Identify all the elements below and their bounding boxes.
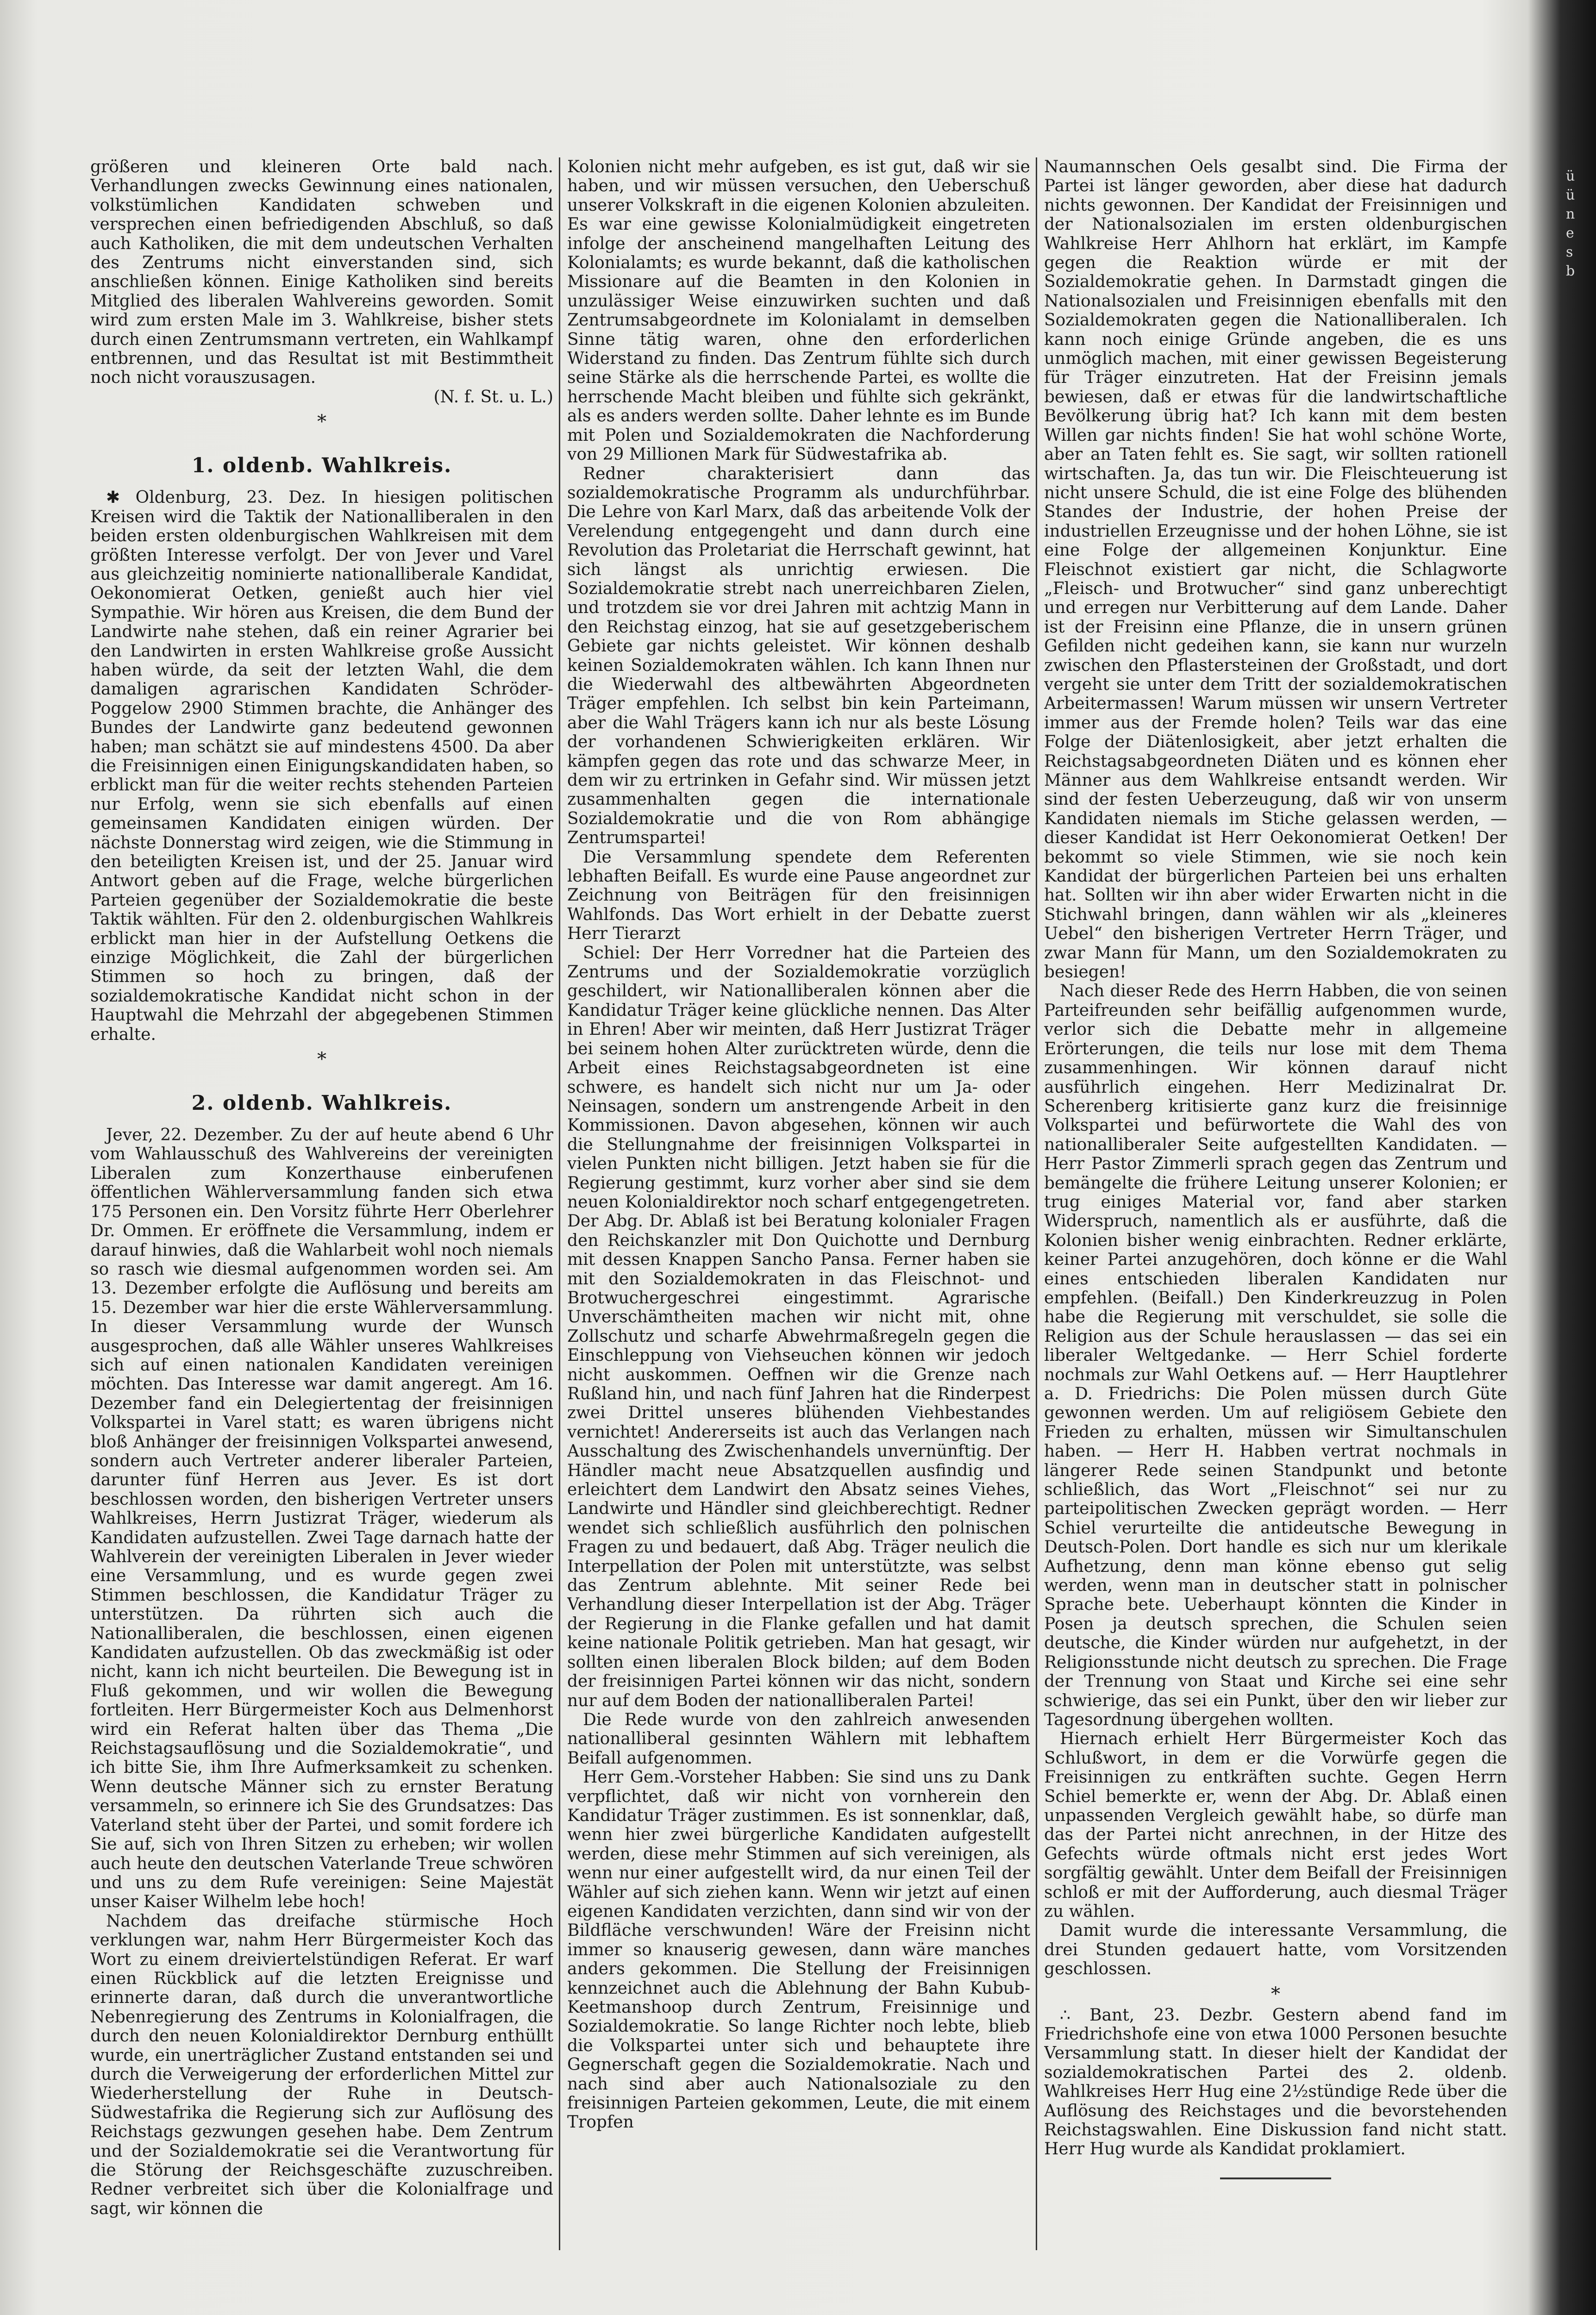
article-paragraph: ✱ Oldenburg, 23. Dez. In hiesigen politischen Kreisen wird die Taktik der Nationalliberalen in den beiden ersten oldenburgischen Wahlkreisen mit dem größten Interesse verfolgt. Der von Jever und Varel aus gleichzeitig nominierte nationalliberale Kandidat, Oekonomierat Oetken, genießt auch hier viel Sympathie. Wir hören aus Kreisen, die dem Bund der Landwirte nahe stehen, daß ein reiner Agrarier bei den Landwirten in ersten Wahlkreise große Aussicht haben würde, da seit der letzten Wahl, die dem damaligen agrarischen Kandidaten Schröder-Poggelow 2900 Stimmen brachte, die Anhänger des Bundes der Landwirte ganz bedeutend gewonnen haben; man schätzt sie auf mindestens 4500. Da aber die Freisinnigen einen Einigungskandidaten haben, so erblickt man für die weiter rechts stehenden Parteien nur Erfolg, wenn sie sich ebenfalls auf einen gemeinsamen Kandidaten einigen würden. Der nächste Donnerstag wird zeigen, wie die Stimmung in den beteiligten Kreisen ist, und der 25. Januar wird Antwort geben auf die Frage, welche bürgerlichen Parteien gegenüber der Sozialdemokratie die beste Taktik wählten. Für den 2. oldenburgischen Wahlkreis erblickt man hier in der Aufstellung Oetkens die einzige Möglichkeit, die Zahl der bürgerlichen Stimmen so hoch zu bringen, daß der sozialdemokratische Kandidat nicht schon in der Hauptwahl die Mehrzahl der abgegebenen Stimmen erhalte. — [90, 488, 553, 1044]
source-citation: (N. f. St. u. L.) — [433, 387, 553, 407]
article-paragraph: Hiernach erhielt Herr Bürgermeister Koch das Schlußwort, in dem er die Vorwürfe gegen die Freisinnigen zu entkräften suchte. Gegen Herrn Schiel bemerkte er, wenn der Abg. Dr. Ablaß einen unpassenden Vergleich gewählt habe, so dürfe man das der Partei nicht anrechnen, in der Hitze des Gefechts würde oftmals nicht erst jedes Wort sorgfältig gewählt. Unter dem Beifall der Freisinnigen schloß er mit der Aufforderung, auch diesmal Träger zu wählen. — [1044, 1729, 1507, 1921]
section-separator: * — [317, 411, 326, 433]
facing-page-edge — [1566, 167, 1594, 281]
article-paragraph: Herr Gem.-Vorsteher Habben: Sie sind uns zu Dank verpflichtet, daß wir nicht von vornherein den Kandidatur Träger zustimmen. Es ist sonnenklar, daß, wenn hier zwei bürgerliche Kandidaten aufgestellt werden, diese mehr Stimmen auf sich vereinigen, als wenn nur einer aufgestellt wird, da nur einen Teil der Wähler auf sich ziehen kann. Wenn wir jetzt auf einen eigenen Kandidaten verzichten, dann sind wir von der Bildfläche verschwunden! Wäre der Freisinn nicht immer so knauserig gewesen, dann wäre manches anders gekommen. Die Stellung der Freisinnigen kennzeichnet auch die Ablehnung der Bahn Kubub-Keetmanshoop durch Zentrum, Freisinnige und Sozialdemokratie. So lange Richter noch lebte, blieb die Volkspartei unter sich und behauptete ihre Gegnerschaft gegen die Sozialdemokratie. Nach und nach sind aber auch Nationalsoziale zu den freisinnigen Parteien gekommen, Leute, die mit einem Tropfen — [567, 1768, 1030, 2132]
article-paragraph: Jever, 22. Dezember. Zu der auf heute abend 6 Uhr vom Wahlausschuß des Wahlvereins der vereinigten Liberalen zum Konzerthause einberufenen öffentlichen Wählerversammlung fanden sich etwa 175 Personen ein. Den Vorsitz führte Herr Oberlehrer Dr. Ommen. Er eröffnete die Versammlung, indem er darauf hinwies, daß die Wahlarbeit wohl noch niemals so rasch wie diesmal aufgenommen worden sei. Am 13. Dezember erfolgte die Auflösung und bereits am 15. Dezember war hier die erste Wählerversammlung. In dieser Versammlung wurde der Wunsch ausgesprochen, daß alle Wähler unseres Wahlkreises sich auf einen nationalen Kandidaten vereinigen möchten. Das Interesse war damit angeregt. Am 16. Dezember fand ein Delegiertentag der freisinnigen Volkspartei in Varel statt; es waren übrigens nicht bloß Anhänger der freisinnigen Volkspartei anwesend, sondern auch Vertreter anderer liberaler Parteien, darunter fünf Herren aus Jever. Es ist dort beschlossen worden, den bisherigen Vertreter unsers Wahlkreises, Herrn Justizrat Träger, wiederum als Kandidaten aufzustellen. Zwei Tage darnach hatte der Wahlverein der vereinigten Liberalen in Jever wieder eine Versammlung, und es wurde gegen zwei Stimmen beschlossen, die Kandidatur Träger zu unterstützen. Da rührten sich auch die Nationalliberalen, die beschlossen, einen eigenen Kandidaten aufzustellen. Ob das zweckmäßig ist oder nicht, kann ich nicht beurteilen. Die Bewegung ist in Fluß gekommen, und wir wollen die Bewegung fortleiten. Herr Bürgermeister Koch aus Delmenhorst wird ein Referat halten über das Thema „Die Reichstagsauflösung und die Sozialdemokratie“, und ich bitte Sie, ihm Ihre Aufmerksamkeit zu schenken. Wenn deutsche Männer sich zu ernster Beratung versammeln, so erinnere ich Sie des Grundsatzes: Das Vaterland steht über der Partei, und somit fordere ich Sie auf, sich von Ihren Sitzen zu erheben; wir wollen auch heute den deutschen Vaterlande Treue schwören und uns zu dem Rufe vereinigen: Seine Majestät unser Kaiser Wilhelm lebe hoch! — [90, 1126, 553, 1912]
section-separator: * — [317, 1049, 326, 1070]
edge-fragment: b — [1566, 263, 1575, 279]
edge-fragment: e — [1566, 225, 1574, 241]
article-paragraph: Kolonien nicht mehr aufgeben, es ist gut, daß wir sie haben, und wir müssen versuchen, den Ueberschuß unserer Volkskraft in die eigenen Kolonien abzuleiten. Es war eine gewisse Kolonialmüdigkeit eingetreten infolge der anscheinend mangelhaften Leitung des Kolonialamts; es wurde bekannt, daß die katholischen Missionare auf die Beamten in den Kolonien in unzulässiger Weise einzuwirken suchten und daß Zentrumsabgeordnete im Kolonialamt in demselben Sinne tätig waren, ohne den erforderlichen Widerstand zu finden. Das Zentrum fühlte sich durch seine Stärke als die herrschende Partei, es wollte die herrschende Macht bleiben und fühlte sich gekränkt, als es anders werden sollte. Daher lehnte es im Bunde mit Polen und Sozialdemokraten die Nachforderung von 29 Millionen Mark für Südwestafrika ab. — [567, 157, 1030, 464]
article-paragraph: ∴ Bant, 23. Dezbr. Gestern abend fand im Friedrichshofe eine von etwa 1000 Personen besuchte Versammlung statt. In dieser hielt der Kandidat der sozialdemokratischen Partei des 2. oldenb. Wahlkreises Herr Hug eine 2½stündige Rede über die Auflösung des Reichstages und die bevorstehenden Reichstagswahlen. Eine Diskussion fand nicht statt. Herr Hug wurde als Kandidat proklamiert. — [1044, 2005, 1507, 2159]
section-separator: * — [1271, 1983, 1280, 2005]
section-heading: 2. oldenb. Wahlkreis. — [191, 1091, 452, 1115]
edge-fragment: s — [1566, 244, 1573, 260]
edge-fragment: ü — [1566, 187, 1575, 203]
article-paragraph: größeren und kleineren Orte bald nach. Verhandlungen zwecks Gewinnung eines nationalen, volkstümlichen Kandidaten schweben und versprechen einen befriedigenden Abschluß, so daß auch Katholiken, die mit dem undeutschen Verhalten des Zentrums nicht einverstanden sind, sich anschließen können. Einige Katholiken sind bereits Mitglied des liberalen Wahlvereins geworden. Somit wird zum ersten Male im 3. Wahlkreise, bisher stets durch einen Zentrumsmann vertreten, ein Wahlkampf entbrennen, und das Resultat ist mit Bestimmtheit noch nicht vorauszusagen. — [90, 157, 553, 388]
article-paragraph: Damit wurde die interessante Versammlung, die drei Stunden gedauert hatte, vom Vorsitzenden geschlossen. — [1044, 1921, 1507, 1979]
edge-fragment: ü — [1566, 168, 1575, 184]
article-paragraph: Schiel: Der Herr Vorredner hat die Parteien des Zentrums und der Sozialdemokratie vorzüglich geschildert, wir Nationalliberalen können aber die Kandidatur Träger keine glückliche nennen. Das Alter in Ehren! Aber wir meinten, daß Herr Justizrat Träger bei seinem hohen Alter zurücktreten würde, denn die Arbeit eines Reichstagsabgeordneten ist eine schwere, es handelt sich nicht nur um Ja- oder Neinsagen, sondern um anstrengende Arbeit in den Kommissionen. Davon abgesehen, können wir auch die Stellungnahme der freisinnigen Volkspartei in vielen Punkten nicht billigen. Jetzt haben sie für die Regierung gestimmt, kurz vorher aber sind sie dem neuen Kolonialdirektor noch scharf entgegengetreten. Der Abg. Dr. Ablaß ist bei Beratung kolonialer Fragen den Reichskanzler mit Don Quichotte und Dernburg mit dessen Knappen Sancho Pansa. Ferner haben sie mit den Sozialdemokraten in das Fleischnot- und Brotwuchergeschrei eingestimmt. Agrarische Unverschämtheiten machen wir nicht mit, ohne Zollschutz und scharfe Abwehrmaßregeln gegen die Einschleppung von Viehseuchen können wir jedoch nicht auskommen. Oeffnen wir die Grenze nach Rußland hin, und nach fünf Jahren hat die Rinderpest zwei Drittel unseres blühenden Viehbestandes vernichtet! Andererseits ist auch das Verlangen nach Ausschaltung des Zwischenhandels unvernünftig. Der Händler macht neue Absatzquellen ausfindig und erleichtert dem Landwirt den Absatz seines Viehes, Landwirte und Händler sind gleichberechtigt. Redner wendet sich schließlich ausführlich den polnischen Fragen zu und bedauert, daß Abg. Träger neulich die Interpellation der Polen mit unterstützte, was selbst das Zentrum ablehnte. Mit seiner Rede bei Verhandlung dieser Interpellation ist der Abg. Träger der Regierung in die Flanke gefallen und hat damit keine nationale Politik getrieben. Man hat gesagt, wir sollten einen liberalen Block bilden; auf dem Boden der freisinnigen Partei können wir das nicht, sondern nur auf dem Boden der nationalliberalen Partei! — [567, 943, 1030, 1710]
article-paragraph: Die Rede wurde von den zahlreich anwesenden nationalliberal gesinnten Wählern mit lebhaftem Beifall aufgenommen. — [567, 1710, 1030, 1768]
edge-fragment: n — [1566, 206, 1575, 222]
column-1 — [90, 157, 553, 2269]
article-paragraph: Die Versammlung spendete dem Referenten lebhaften Beifall. Es wurde eine Pause angeordnet zur Zeichnung von Beiträgen für den freisinnigen Wahlfonds. Das Wort erhielt in der Debatte zuerst Herr Tierarzt — [567, 847, 1030, 944]
column-3 — [1044, 157, 1507, 2269]
article-paragraph: Nachdem das dreifache stürmische Hoch verklungen war, nahm Herr Bürgermeister Koch das Wort zu einem dreiviertelstündigen Referat. Er warf einen Rückblick auf die letzten Ereignisse und erinnerte daran, daß durch die unverantwortliche Nebenregierung des Zentrums in Kolonialfragen, die durch den neuen Kolonialdirektor Dernburg enthüllt wurde, ein unerträglicher Zustand entstanden sei und durch die Verweigerung der erforderlichen Mittel zur Wiederherstellung der Ruhe in Deutsch-Südwestafrika die Regierung sich zur Auflösung des Reichstags gezwungen gesehen habe. Dem Zentrum und der Sozialdemokratie sei die Verantwortung für die Störung der Reichsgeschäfte zuzuschreiben. Redner verbreitet sich über die Kolonialfrage und sagt, wir können die — [90, 1911, 553, 2218]
column-2 — [567, 157, 1030, 2269]
end-rule — [1220, 2177, 1331, 2179]
newspaper-page — [44, 69, 1526, 2315]
column-divider — [559, 157, 560, 2250]
section-heading: 1. oldenb. Wahlkreis. — [191, 454, 452, 478]
article-paragraph: Redner charakterisiert dann das sozialdemokratische Programm als undurchführbar. Die Lehre von Karl Marx, daß das arbeitende Volk der Verelendung entgegengeht und dann durch eine Revolution das Proletariat die Herrschaft gewinnt, hat sich längst als unrichtig erwiesen. Die Sozialdemokratie strebt nach unerreichbaren Zielen, und trotzdem sie vor drei Jahren mit achtzig Mann in den Reichstag einzog, hat sie auf gesetzgeberischem Gebiete gar nichts geleistet. Wir können deshalb keinen Sozialdemokraten wählen. Ich kann Ihnen nur die Wiederwahl des altbewährten Abgeordneten Träger empfehlen. Ich selbst bin kein Parteimann, aber die Wahl Trägers kann ich nur als beste Lösung der vorhandenen Schwierigkeiten erklären. Wir kämpfen gegen das rote und das schwarze Meer, in dem wir zu ertrinken in Gefahr sind. Wir müssen jetzt zusammenhalten gegen die internationale Sozialdemokratie und die von Rom abhängige Zentrumspartei! — [567, 464, 1030, 848]
article-paragraph: Nach dieser Rede des Herrn Habben, die von seinen Parteifreunden sehr beifällig aufgenommen wurde, verlor sich die Debatte mehr in allgemeine Erörterungen, die teils nur lose mit dem Thema zusammenhingen. Wir können darauf nicht ausführlich eingehen. Herr Medizinalrat Dr. Scherenberg kritisierte ganz kurz die freisinnige Volkspartei und befürwortete die Wahl des von nationalliberaler Seite aufgestellten Kandidaten. — Herr Pastor Zimmerli sprach gegen das Zentrum und bemängelte die frühere Leitung unserer Kolonien; er trug einiges Material vor, fand aber starken Widerspruch, namentlich als er ausführte, daß die Kolonien bisher wenig einbrachten. Redner erklärte, keiner Partei anzugehören, doch könne er die Wahl eines entschieden liberalen Kandidaten nur empfehlen. (Beifall.) Den Kinderkreuzzug in Polen habe die Regierung mit verschuldet, sie solle die Religion aus der Schule herauslassen — das sei ein liberaler Weltgedanke. — Herr Schiel forderte nochmals zur Wahl Oetkens auf. — Herr Hauptlehrer a. D. Friedrichs: Die Polen müssen durch Güte gewonnen werden. Um auf religiösem Gebiete den Frieden zu erhalten, müssen wir Simultanschulen haben. — Herr H. Habben vertrat nochmals in längerer Rede seinen Standpunkt und betonte schließlich, das Wort „Fleischnot“ sei nur zu parteipolitischen Zwecken geprägt worden. — Herr Schiel verurteilte die antideutsche Bewegung in Deutsch-Polen. Dort handle es sich nur um klerikale Aufhetzung, denn man könne ebenso gut selig werden, wenn man in deutscher statt in polnischer Sprache bete. Ueberhaupt könnten die Kinder in Posen ja deutsch sprechen, die Schulen seien deutsche, die Kinder würden nur aufgehetzt, in der Religionsstunde nicht deutsch zu sprechen. Die Frage der Trennung von Staat und Kirche sei eine sehr schwierige, das sei ein Punkt, über den wir lieber zur Tagesordnung übergehen wollten. — [1044, 982, 1507, 1729]
article-paragraph: Naumannschen Oels gesalbt sind. Die Firma der Partei ist länger geworden, aber diese hat dadurch nichts gewonnen. Der Kandidat der Freisinnigen und der Nationalsozialen im ersten oldenburgischen Wahlkreise Herr Ahlhorn hat erklärt, im Kampfe gegen die Reaktion würde er mit der Sozialdemokratie gehen. In Darmstadt gingen die Nationalsozialen und Freisinnigen ebenfalls mit den Sozialdemokraten gegen die Nationalliberalen. Ich kann noch einige Gründe angeben, die es uns unmöglich machen, mit einer gewissen Begeisterung für Träger einzutreten. Hat der Freisinn jemals bewiesen, daß er etwas für die landwirtschaftliche Bevölkerung übrig hat? Ich kann mit dem besten Willen gar nichts finden! Sie hat wohl schöne Worte, aber an Taten fehlt es. Sie sagt, wir sollten rationell wirtschaften. Ja, das tun wir. Die Fleischteuerung ist nicht unsere Schuld, die ist eine Folge des blühenden Standes der Industrie, der hohen Preise der industriellen Erzeugnisse und der hohen Löhne, sie ist eine Folge der allgemeinen Konjunktur. Eine Fleischnot existiert gar nicht, die Schlagworte „Fleisch- und Brotwucher“ sind ganz unberechtigt und erregen nur Verbitterung auf dem Lande. Daher ist der Freisinn eine Pflanze, die in unsern grünen Gefilden nicht gedeihen kann, sie kann nur wurzeln zwischen den Pflastersteinen der Großstadt, und dort vergeht sie unter dem Tritt der sozialdemokratischen Arbeitermassen! Warum müssen wir unsern Vertreter immer aus der Fremde holen? Teils war das eine Folge der Diätenlosigkeit, aber jetzt erhalten die Reichstagsabgeordneten Diäten und es können eher Männer aus dem Wahlkreise entsandt werden. Wir sind der festen Ueberzeugung, daß wir von unserm Kandidaten niemals im Stiche gelassen werden, — dieser Kandidat ist Herr Oekonomierat Oetken! Der bekommt so viele Stimmen, wie sie noch kein Kandidat der bürgerlichen Parteien bei uns erhalten hat. Sollten wir ihn aber wider Erwarten nicht in die Stichwahl bringen, dann wählen wir als „kleineres Uebel“ den bisherigen Vertreter Herrn Träger, und zwar Mann für Mann, um den Sozialdemokraten zu besiegen! — [1044, 157, 1507, 982]
column-divider — [1036, 157, 1037, 2250]
